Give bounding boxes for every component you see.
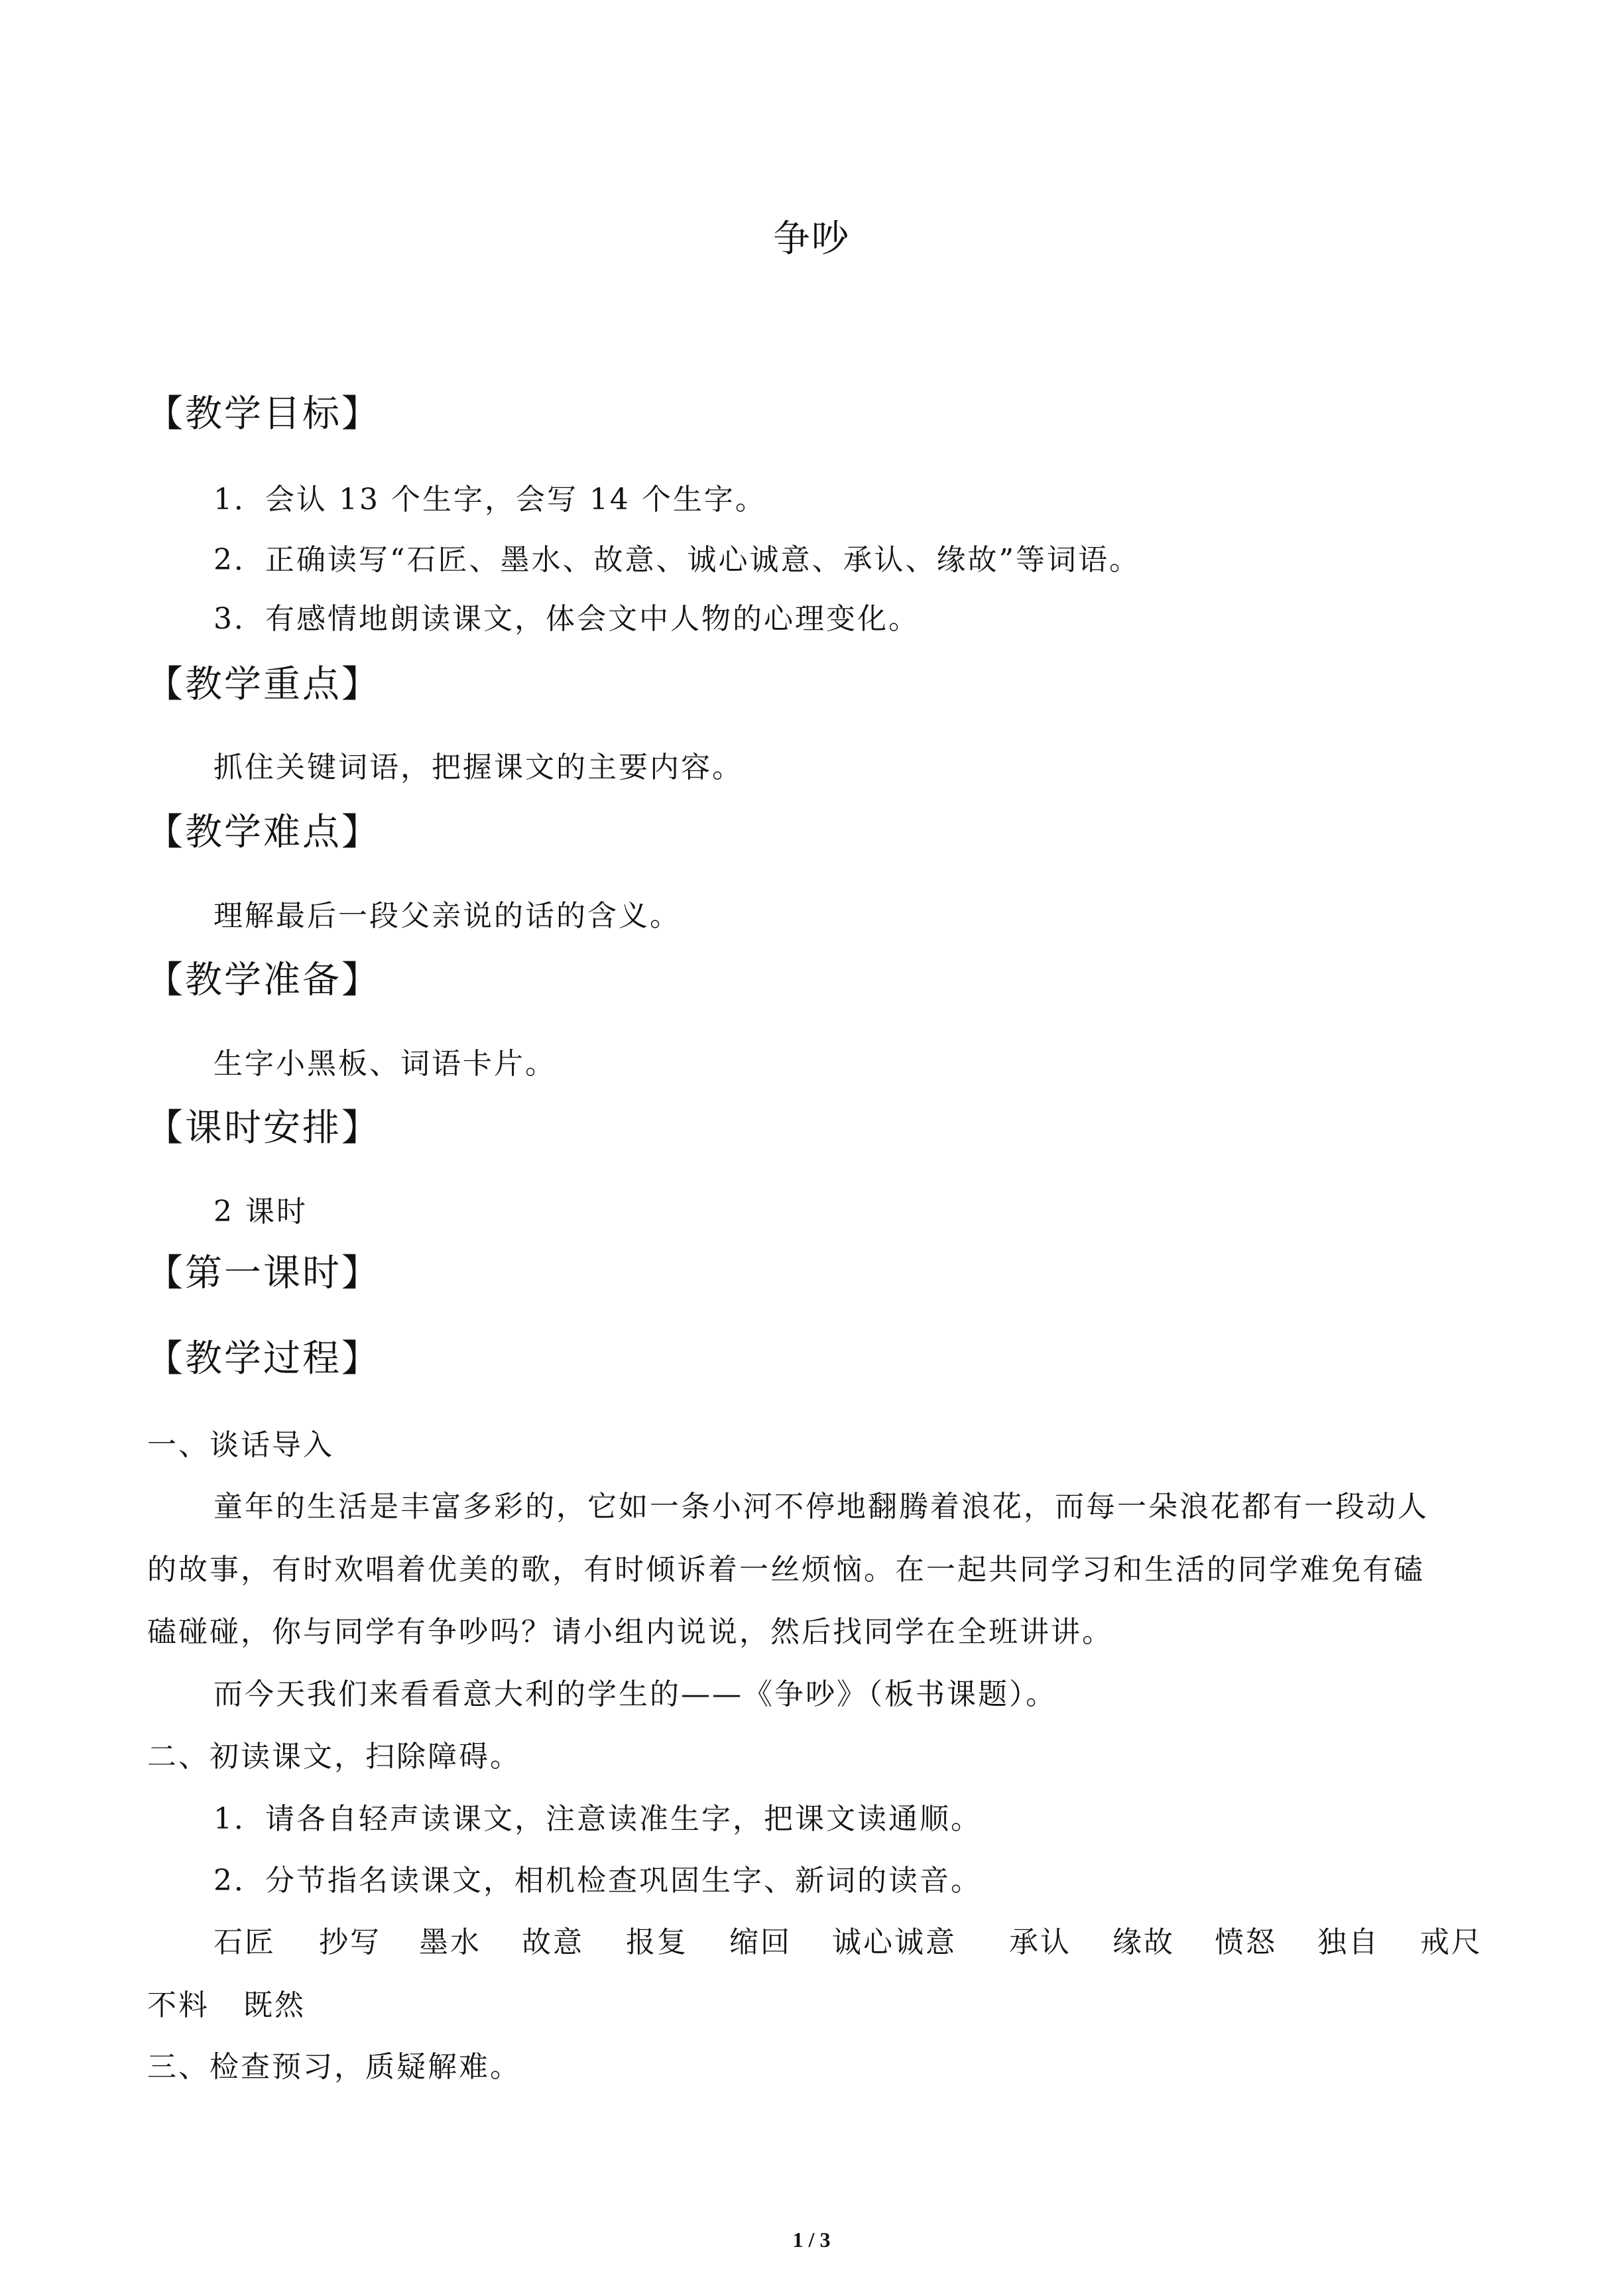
part2-item-2: 2．分节指名读课文，相机检查巩固生字、新词的读音。 — [213, 1864, 982, 1898]
vocab-word: 石匠 — [213, 1925, 276, 1959]
schedule-text: 2 课时 — [213, 1195, 308, 1229]
vocab-word: 缘故 — [1112, 1925, 1175, 1959]
process-part2-title: 二、初读课文，扫除障碍。 — [147, 1740, 521, 1774]
vocab-word: 报复 — [626, 1925, 688, 1959]
heading-difficulties: 【教学难点】 — [146, 811, 381, 854]
vocab-word: 诚心诚意 — [832, 1925, 957, 1959]
difficulties-text: 理解最后一段父亲说的话的含义。 — [213, 899, 681, 933]
part2-item-1: 1．请各自轻声读课文，注意读准生字，把课文读通顺。 — [213, 1802, 982, 1836]
vocab-word: 不料 — [147, 1988, 210, 2022]
vocab-list-continued — [147, 1988, 545, 2024]
key-points-text: 抓住关键词语，把握课文的主要内容。 — [213, 751, 743, 784]
heading-first-lesson: 【第一课时】 — [146, 1252, 381, 1295]
part1-para2: 而今天我们来看看意大利的学生的——《争吵》（板书课题）。 — [213, 1677, 1057, 1711]
vocab-word: 缩回 — [729, 1925, 792, 1959]
objective-item-1: 1．会认 13 个生字，会写 14 个生字。 — [213, 483, 766, 516]
vocab-word: 独自 — [1317, 1925, 1380, 1959]
heading-process: 【教学过程】 — [146, 1337, 381, 1380]
vocab-word: 抄写 — [319, 1925, 381, 1959]
objective-item-3: 3．有感情地朗读课文，体会文中人物的心理变化。 — [213, 602, 920, 636]
vocab-word: 墨水 — [419, 1925, 481, 1959]
vocab-word: 故意 — [522, 1925, 584, 1959]
process-part3-title: 三、检查预习，质疑解难。 — [147, 2050, 521, 2084]
process-part1-title: 一、谈话导入 — [147, 1428, 334, 1462]
part1-para1-line1: 童年的生活是丰富多彩的，它如一条小河不停地翻腾着浪花，而每一朵浪花都有一段动人 — [213, 1490, 1429, 1524]
page-number: 1 / 3 — [792, 2228, 831, 2252]
page-title: 争吵 — [773, 217, 850, 261]
vocab-word: 愤怒 — [1215, 1925, 1277, 1959]
part1-para1-line2: 的故事，有时欢唱着优美的歌，有时倾诉着一丝烦恼。在一起共同学习和生活的同学难免有磕 — [147, 1553, 1425, 1587]
heading-objectives: 【教学目标】 — [146, 393, 381, 436]
heading-preparation: 【教学准备】 — [146, 959, 381, 1002]
heading-schedule: 【课时安排】 — [146, 1107, 381, 1150]
heading-key-points: 【教学重点】 — [146, 663, 381, 706]
vocab-word: 戒尺 — [1420, 1925, 1482, 1959]
part1-para1-line3: 磕碰碰，你与同学有争吵吗？请小组内说说，然后找同学在全班讲讲。 — [147, 1615, 1113, 1649]
vocab-word: 既然 — [243, 1988, 306, 2022]
preparation-text: 生字小黑板、词语卡片。 — [213, 1047, 556, 1081]
vocab-list — [213, 1925, 1490, 1961]
objective-item-2: 2．正确读写“石匠、墨水、故意、诚心诚意、承认、缘故”等词语。 — [213, 543, 1140, 577]
vocab-word: 承认 — [1009, 1925, 1071, 1959]
